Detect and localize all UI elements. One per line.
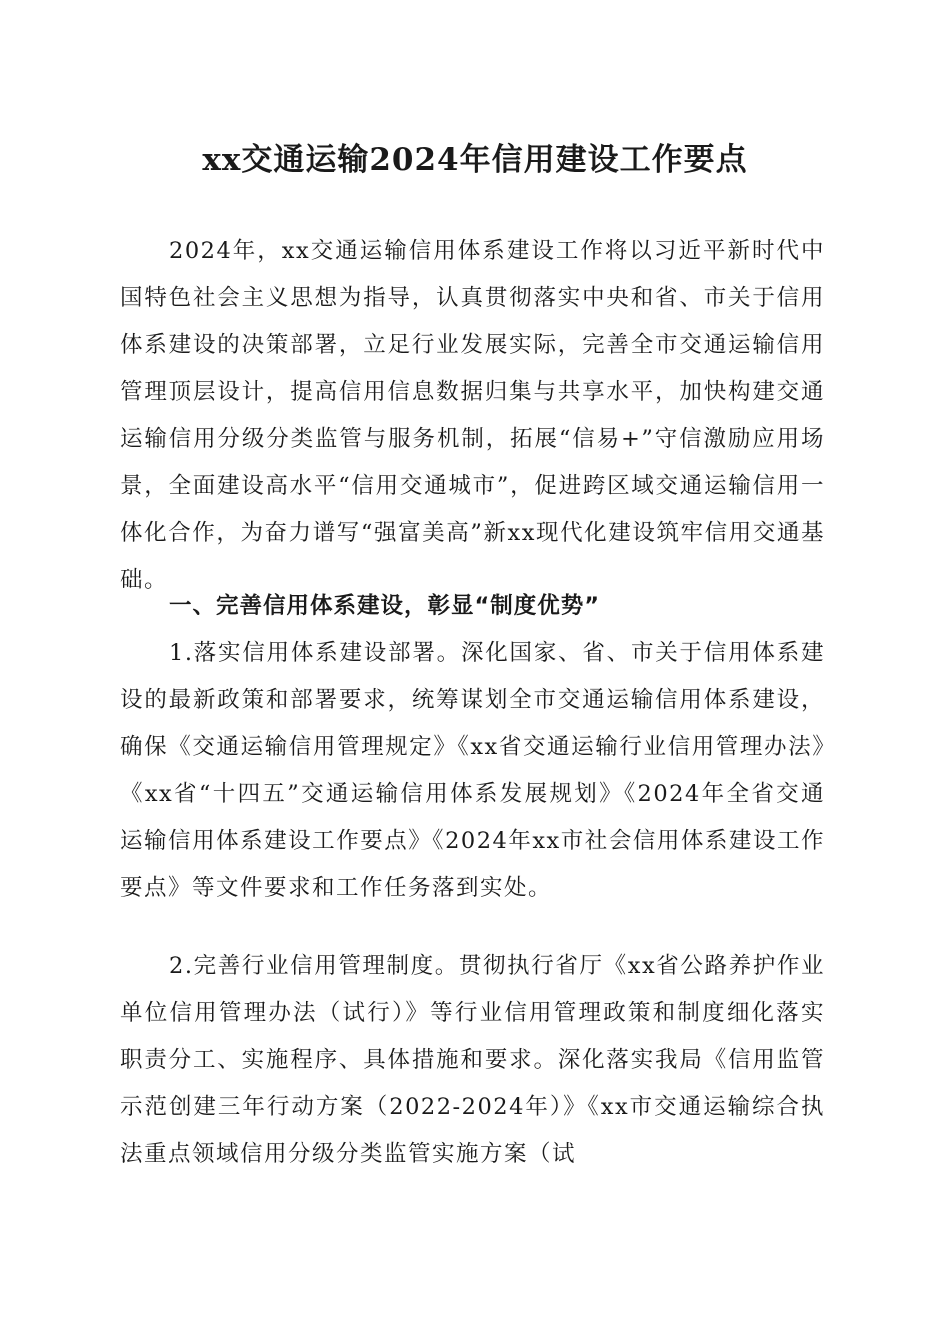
section-1-item-2-paragraph: 2.完善行业信用管理制度。贯彻执行省厅《xx省公路养护作业单位信用管理办法（试行）》等行业信用管理政策和制度细化落实职责分工、实施程序、具体措施和要求。深化落实我局《信用监管示范创建三年行动方案（2022-2024年）》《xx市交通运输综合执法重点领域信用分级分类监管实施方案（试 bbox=[120, 953, 825, 1167]
document-title: xx交通运输2024年信用建设工作要点 bbox=[202, 142, 748, 178]
section-1-item-1-paragraph: 1.落实信用体系建设部署。深化国家、省、市关于信用体系建设的最新政策和部署要求，统筹谋划全市交通运输信用体系建设，确保《交通运输信用管理规定》《xx省交通运输行业信用管理办法》《xx省“十四五”交通运输信用体系发展规划》《2024年全省交通运输信用体系建设工作要点》《2024年xx市社会信用体系建设工作要点》等文件要求和工作任务落到实处。 bbox=[120, 640, 825, 901]
section-1-heading: 一、完善信用体系建设，彰显“制度优势” bbox=[169, 593, 601, 619]
intro-paragraph: 2024年，xx交通运输信用体系建设工作将以习近平新时代中国特色社会主义思想为指导，认真贯彻落实中央和省、市关于信用体系建设的决策部署，立足行业发展实际，完善全市交通运输信用管理顶层设计，提高信用信息数据归集与共享水平，加快构建交通运输信用分级分类监管与服务机制，拓展“信易+”守信激励应用场景，全面建设高水平“信用交通城市”，促进跨区域交通运输信用一体化合作，为奋力谱写“强富美高”新xx现代化建设筑牢信用交通基础。 bbox=[120, 238, 825, 593]
